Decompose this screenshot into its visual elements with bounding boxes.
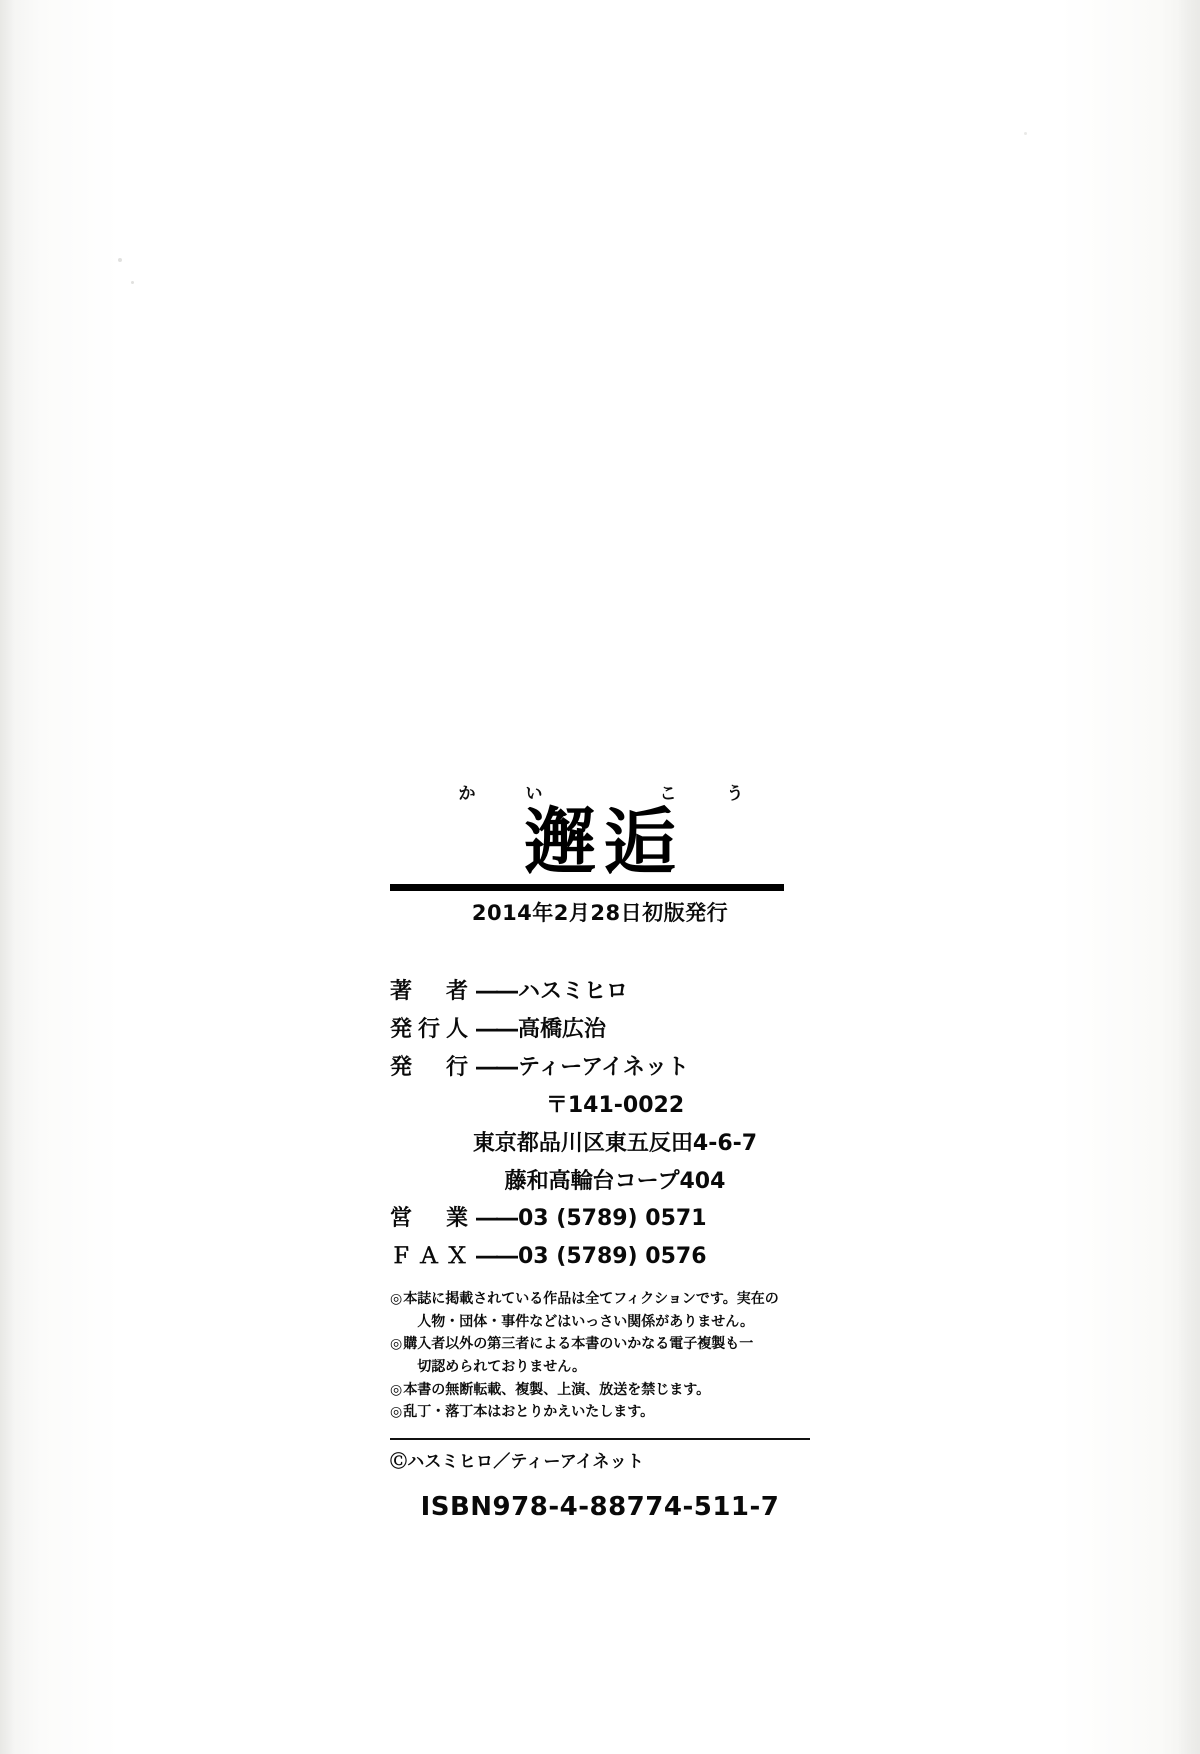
credit-value: ティーアイネット bbox=[518, 1055, 689, 1081]
notice-text bbox=[403, 1288, 778, 1333]
notice-bullet-icon: ◎ bbox=[390, 1381, 403, 1398]
notices-list bbox=[390, 1288, 810, 1424]
credit-label: 発 行 bbox=[390, 1055, 475, 1081]
credit-dash: ―― bbox=[476, 1017, 516, 1043]
isbn-number: ISBN978-4-88774-511-7 bbox=[420, 1492, 780, 1523]
contact-label: 営 業 bbox=[390, 1206, 475, 1232]
contact-dash: ―― bbox=[476, 1244, 516, 1270]
copyright-notice: Ⓒハスミヒロ／ティーアイネット bbox=[390, 1452, 645, 1473]
notice-item bbox=[390, 1401, 810, 1424]
contact-label: ＦＡＸ bbox=[390, 1244, 475, 1270]
title-wrap bbox=[390, 786, 810, 927]
credit-row-publisher-person bbox=[390, 1011, 810, 1049]
notice-line: 購入者以外の第三者による本書のいかなる電子複製も一 bbox=[403, 1336, 754, 1353]
credit-row-author bbox=[390, 973, 810, 1011]
contact-row-sales bbox=[390, 1200, 810, 1238]
notice-bullet-icon: ◎ bbox=[390, 1404, 403, 1421]
notice-line: 本誌に掲載されている作品は全てフィクションです。実在の bbox=[403, 1291, 779, 1308]
notice-text bbox=[403, 1379, 710, 1402]
notice-line: 人物・団体・事件などはいっさい関係がありません。 bbox=[417, 1313, 755, 1330]
notice-item bbox=[390, 1333, 810, 1378]
credit-value: 高橋広治 bbox=[518, 1017, 607, 1043]
paper-speck bbox=[1024, 132, 1027, 135]
notice-item bbox=[390, 1288, 810, 1333]
contact-phone-number: 03 (5789) 0571 bbox=[518, 1206, 707, 1232]
paper-speck bbox=[131, 281, 134, 284]
paper-speck bbox=[118, 258, 122, 262]
credit-dash: ―― bbox=[476, 1055, 516, 1081]
address-building: 藤和高輪台コープ404 bbox=[504, 1168, 726, 1194]
page-title: 邂逅 bbox=[523, 799, 684, 884]
notice-text bbox=[403, 1333, 753, 1378]
title-underline-rule bbox=[390, 884, 784, 891]
contact-fax-number: 03 (5789) 0576 bbox=[518, 1244, 707, 1270]
footer-divider-rule bbox=[390, 1438, 810, 1440]
address-postal-code: 〒141-0022 bbox=[545, 1092, 685, 1118]
credit-label: 著 者 bbox=[390, 979, 475, 1005]
notice-bullet-icon: ◎ bbox=[390, 1291, 403, 1308]
address-street: 東京都品川区東五反田4-6-7 bbox=[472, 1130, 758, 1156]
contact-row-fax bbox=[390, 1238, 810, 1276]
notice-text bbox=[403, 1401, 654, 1424]
colophon-block bbox=[0, 786, 1200, 1522]
notice-line: 切認められておりません。 bbox=[417, 1359, 587, 1376]
publication-date: 2014年2月28日初版発行 bbox=[471, 901, 729, 926]
notice-line: 乱丁・落丁本はおとりかえいたします。 bbox=[403, 1404, 655, 1421]
credit-value: ハスミヒロ bbox=[518, 979, 629, 1005]
contact-dash: ―― bbox=[476, 1206, 516, 1232]
title-furigana: かい こう bbox=[458, 784, 794, 804]
credit-dash: ―― bbox=[476, 979, 516, 1005]
notice-item bbox=[390, 1379, 810, 1402]
credits-list bbox=[390, 973, 810, 1276]
credit-label: 発行人 bbox=[390, 1017, 475, 1043]
credit-row-publisher bbox=[390, 1049, 810, 1087]
notice-bullet-icon: ◎ bbox=[390, 1336, 403, 1353]
notice-line: 本書の無断転載、複製、上演、放送を禁じます。 bbox=[403, 1381, 711, 1398]
